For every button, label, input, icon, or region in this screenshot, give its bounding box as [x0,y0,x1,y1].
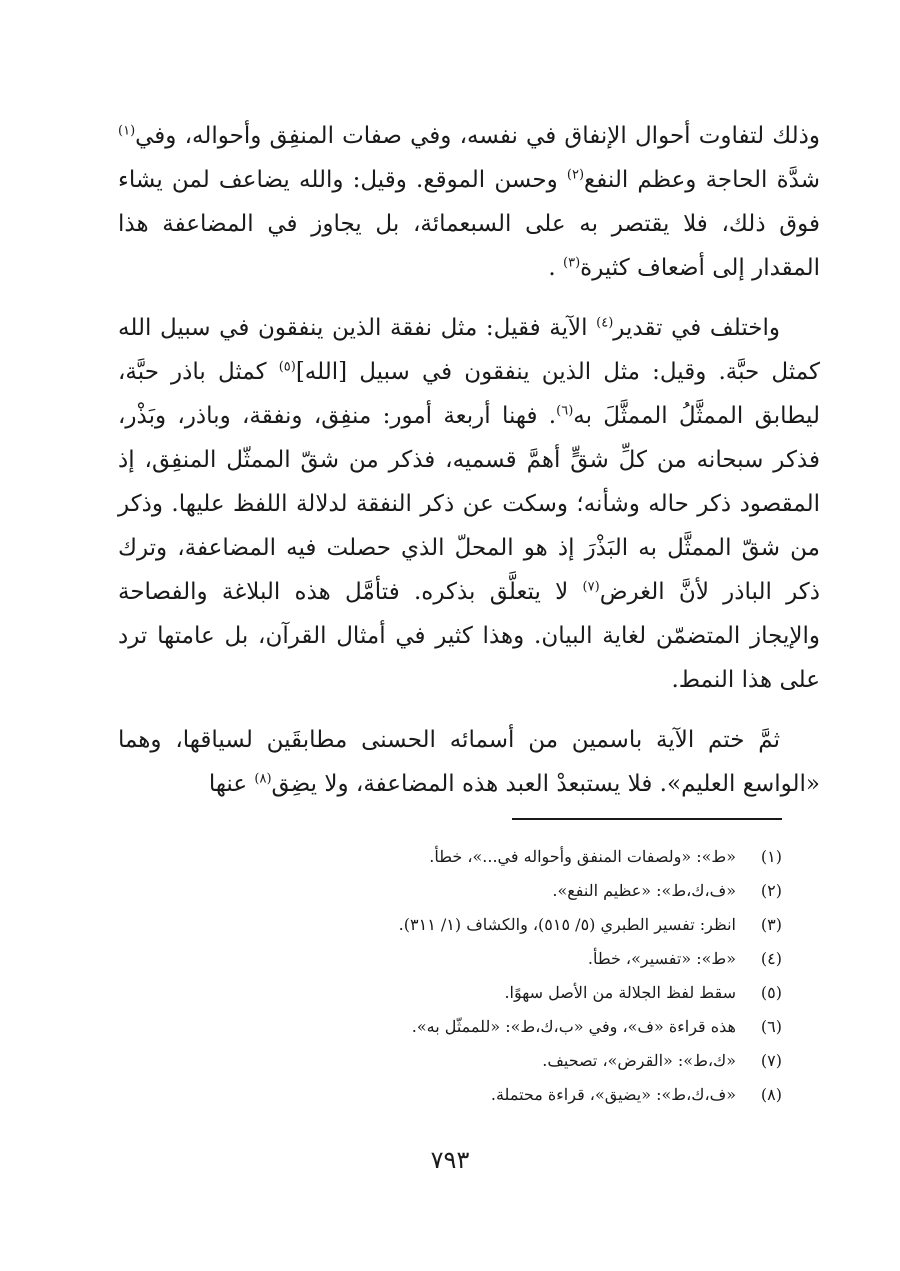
footnote-ref: (٨) [254,771,272,787]
text-run: . فهنا أربعة أمور: منفِق، ونفقة، وباذر، وبَذْر، فذكر سبحانه من كلِّ شقٍّ أهمَّ قسميه، فذكر من شقّ الممثّل المنفِق، إذ المقصود ذكر حاله وشأنه؛ وسكت عن ذكر النفقة لدلالة اللفظ عليها. وذكر من شقّ الممثَّل به البَذْرَ إذ هو المحلّ الذي حصلت فيه المضاعفة، وترك ذكر الباذر لأنَّ الغرض [118,403,820,605]
footnote-item [222,874,782,908]
footnote-item [222,1078,782,1112]
paragraph-3 [118,718,820,806]
footnote-item [222,1010,782,1044]
text-run: واختلف في تقدير [613,315,780,341]
paragraph-1 [118,114,820,290]
footnote-item [222,1044,782,1078]
text-run: كمثل باذر حبَّة، ليطابق الممثَّلُ الممثَّلَ به [118,359,820,429]
footnote-text: «ف،ك،ط»: «عظيم النفع». [552,881,736,900]
main-text [118,114,820,806]
footnote-text: هذه قراءة «ف»، وفي «ب،ك،ط»: «للممثّل به». [411,1017,736,1036]
footnote-number: (٥) [760,983,782,1002]
footnote-ref: (٢) [566,167,585,183]
footnote-number: (٧) [760,1051,782,1070]
paragraph-2 [118,306,820,702]
text-run: . [548,255,564,281]
footnote-text: «ف،ك،ط»: «يضيق»، قراءة محتملة. [490,1085,736,1104]
text-run: ثمَّ ختم الآية باسمين من أسمائه الحسنى مطابقَين لسياقها، وهما «الواسع العليم». فلا يستبعدْ العبد هذه المضاعفة، ولا يضِق [118,727,820,797]
text-run: وذلك لتفاوت أحوال الإنفاق في نفسه، وفي صفات المنفِق وأحواله، وفي [135,123,820,149]
footnote-number: (٦) [760,1017,782,1036]
footnote-ref: (٤) [596,315,614,331]
footnote-text: سقط لفظ الجلالة من الأصل سهوًا. [504,983,736,1002]
footnote-item [222,840,782,874]
footnote-number: (١) [760,847,782,866]
footnote-ref: (٥) [278,359,296,375]
text-run: وحسن الموقع. وقيل: والله يضاعف لمن يشاء فوق ذلك، فلا يقتصر به على السبعمائة، بل يجاوز في المضاعفة هذا المقدار إلى أضعاف كثيرة [118,167,820,281]
text-run: شدَّة الحاجة وعظم النفع [584,167,820,193]
text-run: عنها [208,771,255,797]
footnote-ref: (٦) [556,403,574,419]
footnote-item [222,908,782,942]
footnote-ref: (٧) [582,579,600,595]
text-run: الآية فقيل: مثل نفقة الذين ينفقون في سبيل الله كمثل حبَّة. وقيل: مثل الذين ينفقون في سبيل [الله] [118,315,820,385]
footnote-item [222,976,782,1010]
text-run: لا يتعلَّق بذكره. فتأمَّل هذه البلاغة والفصاحة والإيجاز المتضمّن لغاية البيان. وهذا كثير في أمثال القرآن، بل عامتها ترد على هذا النمط. [118,579,820,693]
footnote-text: «ط»: «تفسير»، خطأ. [587,949,736,968]
footnote-item [222,942,782,976]
footnote-text: «ط»: «ولصفات المنفق وأحواله في...»، خطأ. [429,847,736,866]
footnote-text: «ك،ط»: «القرض»، تصحيف. [542,1051,736,1070]
footnote-separator [512,818,782,820]
footnote-number: (٤) [760,949,782,968]
footnote-text: انظر: تفسير الطبري (٥/ ٥١٥)، والكشاف (١/ ٣١١). [398,915,736,934]
footnote-ref: (٣) [563,255,581,271]
footnote-number: (٢) [760,881,782,900]
footnotes [222,840,782,1112]
footnote-number: (٣) [760,915,782,934]
page-number: ٧٩٣ [430,1146,470,1174]
footnote-ref: (١) [118,123,136,139]
footnote-number: (٨) [760,1085,782,1104]
